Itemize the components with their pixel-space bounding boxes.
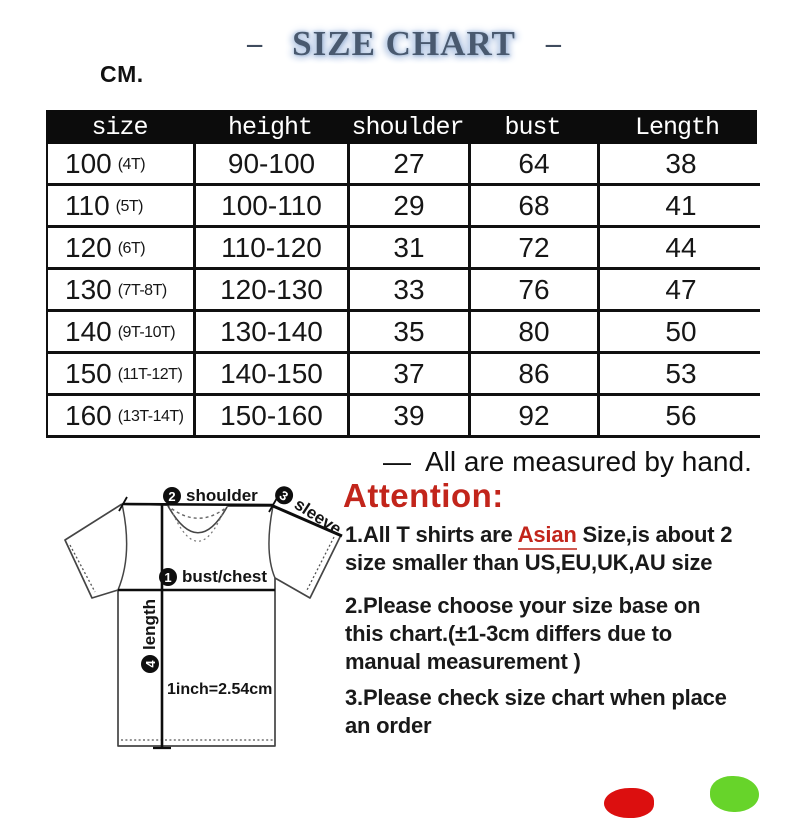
circled-2-icon: 2: [163, 487, 181, 505]
red-blob-decor: [604, 788, 654, 818]
attention-note-3: [345, 684, 795, 740]
table-row: [48, 228, 760, 270]
size-table: [46, 110, 760, 438]
bust-cell: 86: [468, 354, 597, 393]
note-2-line-2: this chart.(±1-3cm differs due to: [345, 621, 672, 646]
circled-3-icon: 3: [272, 483, 297, 508]
height-cell: 140-150: [193, 354, 347, 393]
size-cell: [48, 274, 193, 306]
size-cell: [48, 358, 193, 390]
height-cell: 150-160: [193, 396, 347, 435]
attention-heading: Attention:: [343, 477, 504, 514]
col-header-height: height: [227, 112, 312, 142]
age-label: (7T-8T): [117, 281, 167, 299]
attention-note-2: [345, 592, 795, 676]
inch-conversion-label: [167, 681, 272, 699]
shoulder-cell: 37: [347, 354, 468, 393]
age-label: (5T): [115, 197, 143, 215]
asian-highlight: Asian: [518, 522, 577, 550]
age-label: (4T): [117, 155, 146, 173]
size-value: 100: [65, 147, 112, 179]
size-value: 130: [65, 273, 112, 305]
shoulder-cell: 27: [347, 144, 468, 183]
bust-cell: 76: [468, 270, 597, 309]
shoulder-cell: 39: [347, 396, 468, 435]
col-header-shoulder: shoulder: [351, 112, 464, 142]
tshirt-measurement-diagram: [55, 478, 347, 770]
size-cell: [48, 316, 193, 348]
col-header-size: size: [91, 112, 148, 142]
bust-measure-label: [159, 567, 267, 587]
inch-label-text: 1inch=2.54cm: [167, 681, 273, 698]
bust-cell: 68: [468, 186, 597, 225]
length-cell: 47: [597, 270, 762, 309]
green-blob-decor: [710, 776, 759, 812]
col-header-length: Length: [634, 112, 719, 142]
table-header-row: [46, 110, 757, 144]
table-row: [48, 396, 760, 438]
length-measure-label: [139, 581, 161, 691]
bust-cell: 64: [468, 144, 597, 183]
length-label-text: length: [140, 599, 159, 650]
page-title: SIZE CHART: [292, 24, 516, 63]
circled-4-icon: 4: [141, 655, 159, 673]
measured-by-hand-note: [383, 446, 752, 478]
size-cell: [48, 190, 193, 222]
length-cell: 53: [597, 354, 762, 393]
size-value: 150: [65, 357, 112, 389]
age-label: (11T-12T): [117, 365, 183, 383]
size-value: 140: [65, 315, 112, 347]
table-row: [48, 186, 760, 228]
bust-label-text: bust/chest: [182, 567, 268, 586]
height-cell: 120-130: [193, 270, 347, 309]
length-cell: 38: [597, 144, 762, 183]
length-cell: 56: [597, 396, 762, 435]
sleeve-label-text: sleeve: [290, 494, 345, 539]
shoulder-cell: 31: [347, 228, 468, 267]
col-header-bust: bust: [504, 112, 561, 142]
title-dash-left: –: [247, 27, 263, 60]
shoulder-cell: 35: [347, 312, 468, 351]
size-cell: [48, 232, 193, 264]
size-value: 160: [65, 399, 112, 431]
height-cell: 90-100: [193, 144, 347, 183]
circled-1-icon: 1: [159, 568, 177, 586]
table-body: [46, 144, 760, 438]
page-title-row: [4, 22, 800, 66]
em-dash: —: [383, 446, 409, 477]
size-cell: [48, 148, 193, 180]
note-1-post: Size,is about 2: [576, 522, 733, 547]
table-row: [48, 270, 760, 312]
size-cell: [48, 400, 193, 432]
note-1-line-2: size smaller than US,EU,UK,AU size: [345, 550, 713, 575]
attention-note-1: [345, 521, 795, 577]
note-3-line-2: an order: [345, 713, 432, 738]
note-3-line-1: 3.Please check size chart when place: [345, 685, 727, 710]
bust-cell: 80: [468, 312, 597, 351]
table-row: [48, 312, 760, 354]
shoulder-measure-label: [163, 486, 258, 506]
height-cell: 130-140: [193, 312, 347, 351]
table-row: [48, 144, 760, 186]
note-2-line-3: manual measurement ): [345, 649, 581, 674]
bust-cell: 92: [468, 396, 597, 435]
shoulder-cell: 33: [347, 270, 468, 309]
height-cell: 110-120: [193, 228, 347, 267]
unit-label-cm: CM.: [100, 61, 144, 87]
size-value: 120: [65, 231, 112, 263]
height-cell: 100-110: [193, 186, 347, 225]
note-1-line-1: [345, 521, 795, 549]
size-value: 110: [65, 189, 110, 221]
table-row: [48, 354, 760, 396]
age-label: (9T-10T): [117, 323, 176, 341]
length-cell: 41: [597, 186, 762, 225]
shoulder-label-text: shoulder: [186, 486, 258, 505]
tshirt-outline-graphic: [55, 478, 347, 770]
note-2-line-1: 2.Please choose your size base on: [345, 593, 701, 618]
bust-cell: 72: [468, 228, 597, 267]
title-dash-right: –: [545, 27, 561, 60]
length-cell: 44: [597, 228, 762, 267]
age-label: (13T-14T): [117, 407, 184, 425]
shoulder-cell: 29: [347, 186, 468, 225]
age-label: (6T): [117, 239, 146, 257]
measured-text: All are measured by hand.: [425, 446, 752, 477]
length-cell: 50: [597, 312, 762, 351]
note-1-pre: 1.All T shirts are: [345, 522, 518, 547]
